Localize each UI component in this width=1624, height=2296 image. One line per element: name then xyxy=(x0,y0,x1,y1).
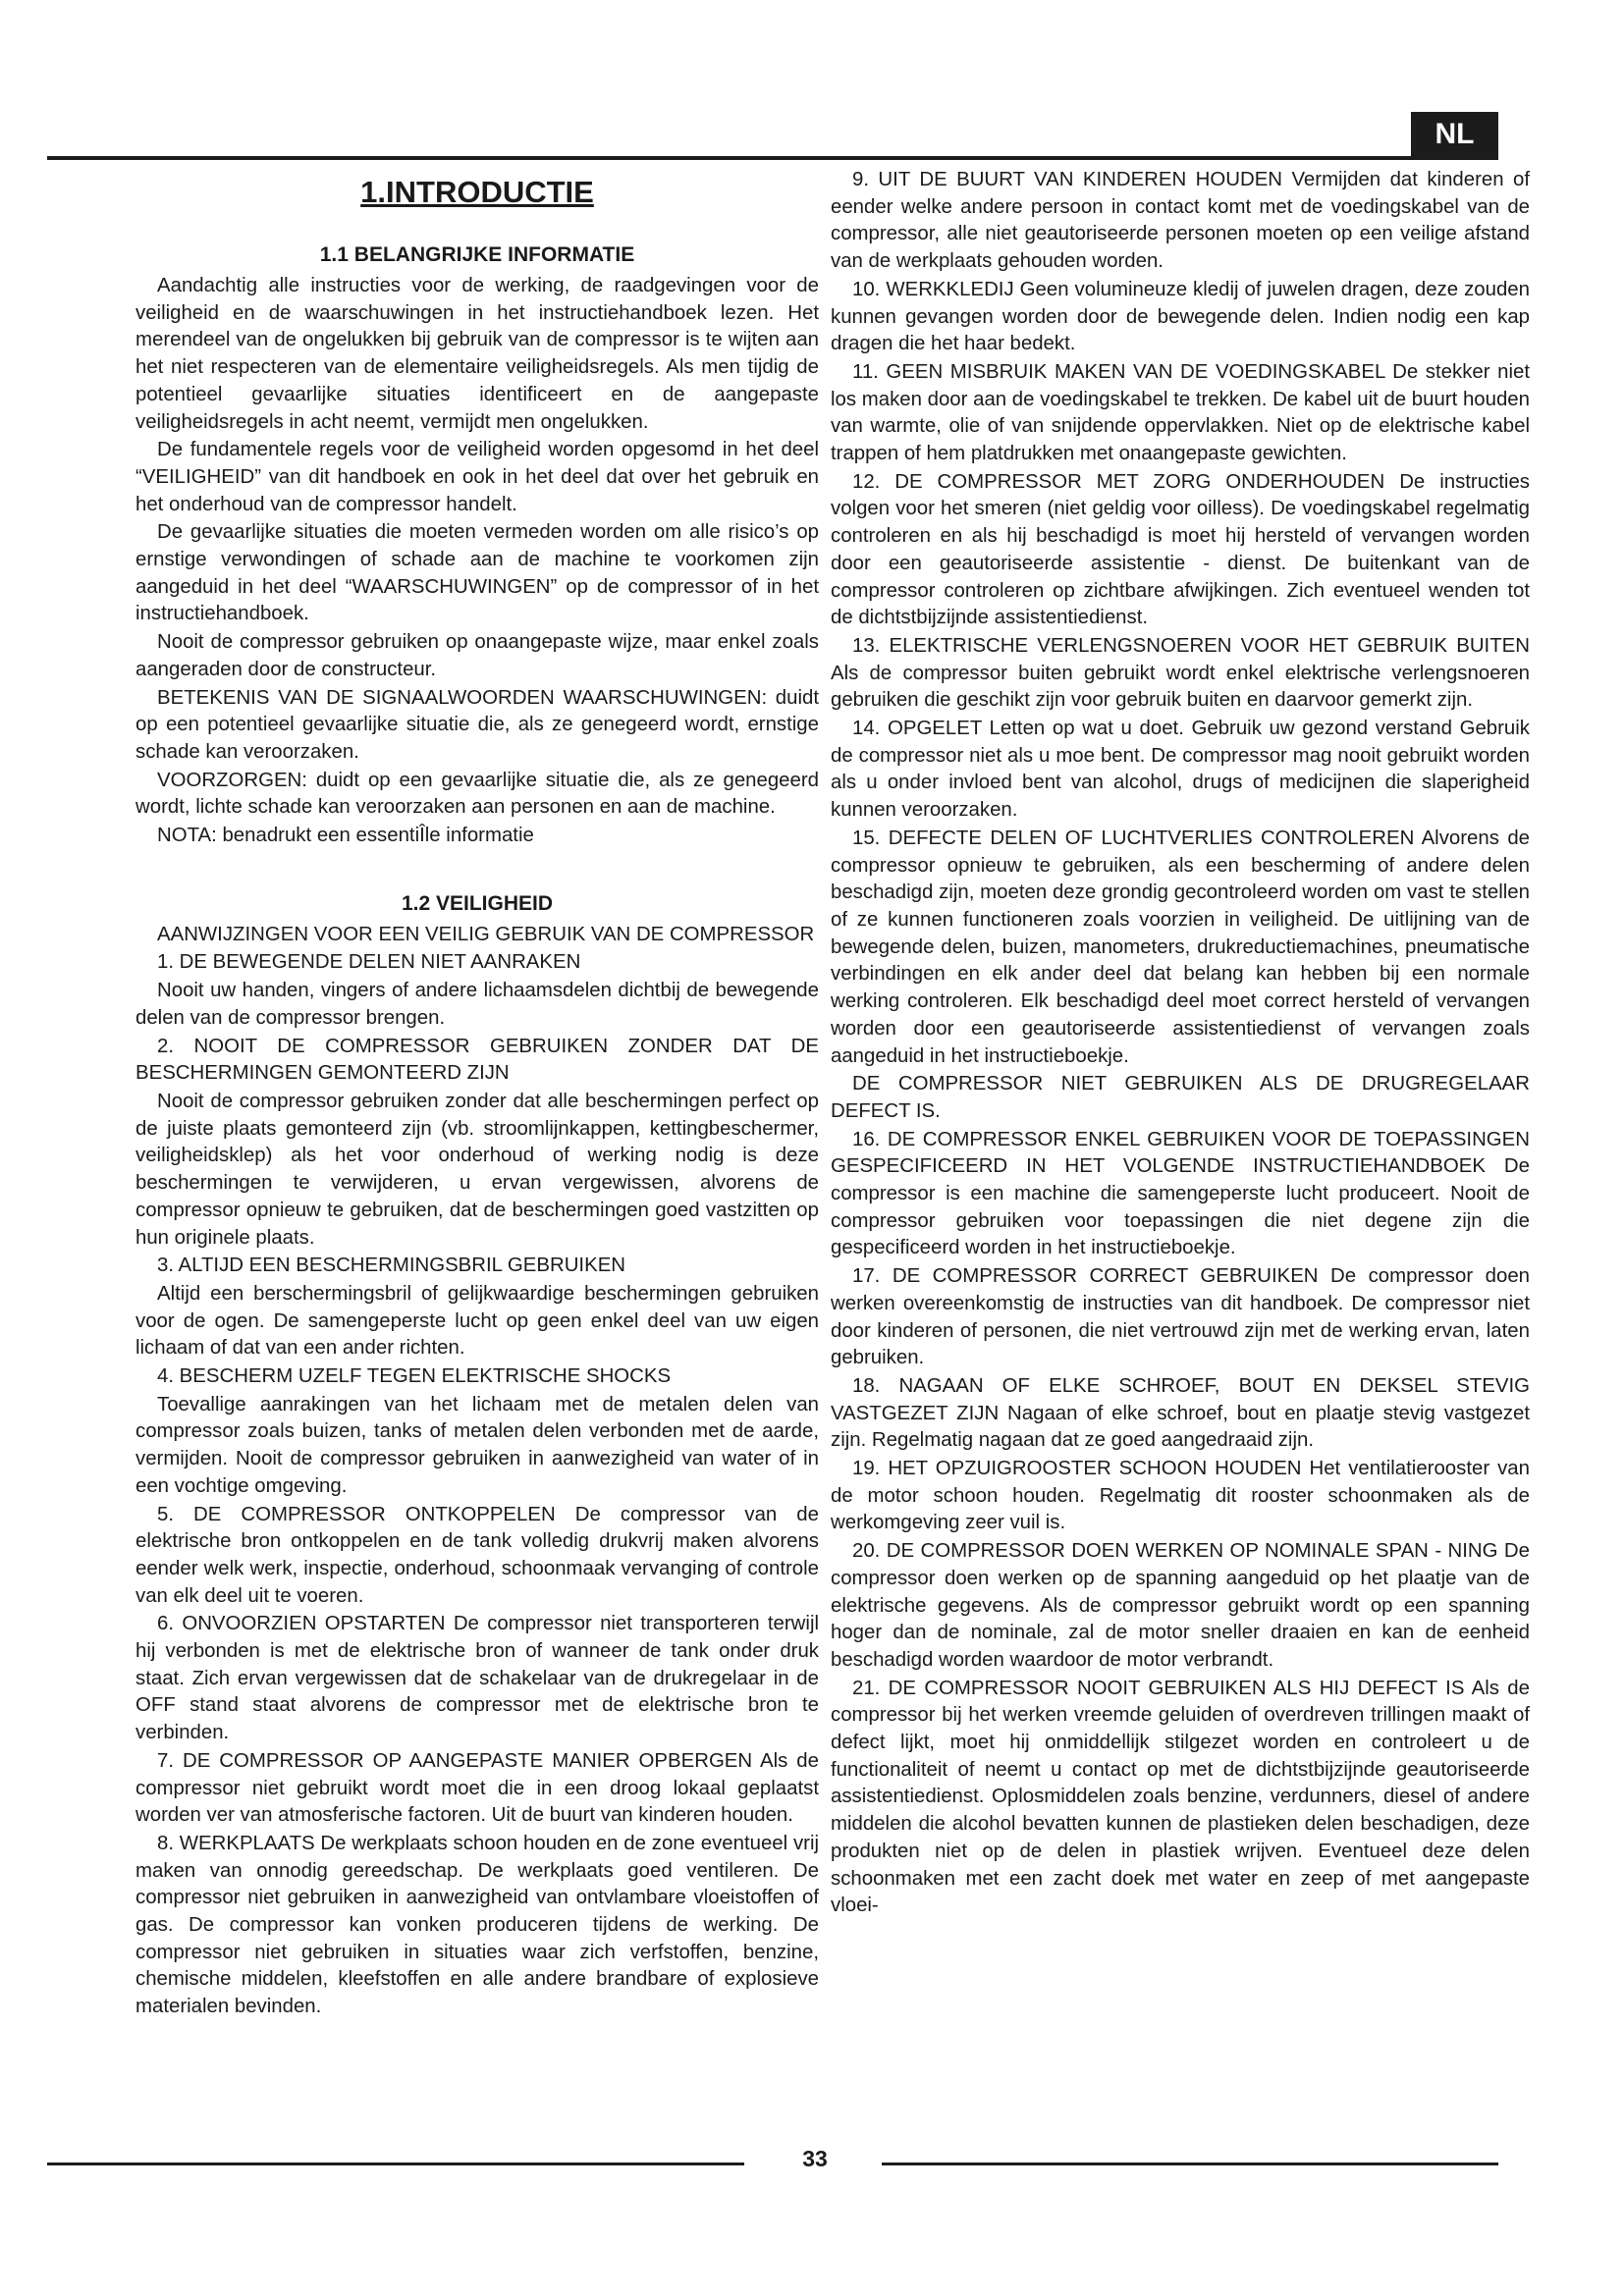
paragraph: BETEKENIS VAN DE SIGNAALWOORDEN WAARSCHUWINGEN: duidt op een potentieel gevaarlijke situatie die, als ze genegeerd wordt, ernstige schade kan veroorzaken. xyxy=(135,686,819,763)
paragraph: 15. DEFECTE DELEN OF LUCHTVERLIES CONTROLEREN Alvorens de compressor opnieuw te gebruiken, als een bescherming of andere delen beschadigd zijn, moeten deze grondig gecontroleerd worden om vast te stellen of ze kunnen functioneren zoals voorzien in veiligheid. De uitlijning van de bewegende delen, buizen, manometers, drukreductiemachines, pneumatische verbindingen en elk ander deel dat belang kan hebben bij een normale werking controleren. Elk beschadigd deel moet correct hersteld of vervangen worden door een geautoriseerde assistentiedienst of vervangen zoals aangeduid in het instructieboekje. xyxy=(831,827,1530,1067)
paragraph: 17. DE COMPRESSOR CORRECT GEBRUIKEN De compressor doen werken overeenkomstig de instructies van dit handboek. De compressor niet door kinderen of personen, die niet vertrouwd zijn met de werking ervan, laten gebruiken. xyxy=(831,1265,1530,1369)
paragraph: 8. WERKPLAATS De werkplaats schoon houden en de zone eventueel vrij maken van onnodig gereedschap. De werkplaats goed ventileren. De compressor niet gebruiken in aanwezigheid van ontvlambare vloeistoffen of gas. De compressor kan vonken produceren tijdens de werking. De compressor niet gebruiken in situaties waar zich verfstoffen, benzine, chemische middelen, kleefstoffen en alle andere brandbare of explosieve materialen bevinden. xyxy=(135,1832,819,2018)
paragraph: 2. NOOIT DE COMPRESSOR GEBRUIKEN ZONDER DAT DE BESCHERMINGEN GEMONTEERD ZIJN xyxy=(135,1035,819,1085)
paragraph: Aandachtig alle instructies voor de werking, de raadgevingen voor de veiligheid en de waarschuwingen in het instructiehandboek lezen. Het merendeel van de ongelukken bij gebruik van de compressor is te wijten aan het niet respecteren van de elementaire veiligheidsregels. Als men tijdig de potentieel gevaarlijke situaties identificeert en de aangepaste veiligheidsregels in acht neemt, vermijdt men ongelukken. xyxy=(135,275,819,433)
paragraph: AANWIJZINGEN VOOR EEN VEILIG GEBRUIK VAN DE COMPRESSOR xyxy=(157,923,815,945)
footer-rule-left xyxy=(47,2163,744,2165)
header-rule xyxy=(47,156,1498,160)
language-badge: NL xyxy=(1411,112,1498,157)
paragraph: Altijd een berschermingsbril of gelijkwaardige beschermingen gebruiken voor de ogen. De samengeperste lucht op geen enkel deel van uw eigen lichaam of dat van een ander richten. xyxy=(135,1282,819,1360)
paragraph: De gevaarlijke situaties die moeten vermeden worden om alle risico’s op ernstige verwondingen of schade aan de machine te voorkomen zijn aangeduid in het deel “WAARSCHUWINGEN” op de compressor of in het instructiehandboek. xyxy=(135,521,819,625)
paragraph: 12. DE COMPRESSOR MET ZORG ONDERHOUDEN De instructies volgen voor het smeren (niet geldig voor oilless). De voedingskabel regelmatig controleren en als hij beschadigd is moet hij hersteld of vervangen worden door een geautoriseerde assistentie - dienst. De buitenkant van de compressor controleren op zichtbare afwijkingen. Zich eventueel wenden tot de dichtstbijzijnde assistentiedienst. xyxy=(831,470,1530,629)
paragraph: 5. DE COMPRESSOR ONTKOPPELEN De compressor van de elektrische bron ontkoppelen en de tank volledig drukvrij maken alvorens eender welk werk, inspectie, onderhoud, schoonmaak vervanging of controle van elk deel uit te voeren. xyxy=(135,1503,819,1607)
paragraph: 20. DE COMPRESSOR DOEN WERKEN OP NOMINALE SPAN - NING De compressor doen werken op de spanning aangeduid op het plaatje van de elektrische gegevens. Als de compressor gebruikt wordt op een spanning hoger dan de nominale, zal de motor sneller draaien en kan de eenheid beschadigd worden waardoor de motor verbrandt. xyxy=(831,1540,1530,1671)
paragraph: Nooit uw handen, vingers of andere lichaamsdelen dichtbij de bewegende delen van de compressor brengen. xyxy=(135,980,819,1029)
paragraph: 7. DE COMPRESSOR OP AANGEPASTE MANIER OPBERGEN Als de compressor niet gebruikt wordt moet die in een droog lokaal geplaatst worden ver van atmosferische factoren. Uit de buurt van kinderen houden. xyxy=(135,1749,819,1827)
paragraph: 19. HET OPZUIGROOSTER SCHOON HOUDEN Het ventilatierooster van de motor schoon houden. Regelmatig dit rooster schoonmaken als de werkomgeving zeer vuil is. xyxy=(831,1458,1530,1534)
paragraph: 14. OPGELET Letten op wat u doet. Gebruik uw gezond verstand Gebruik de compressor niet als u moe bent. De compressor mag nooit gebruikt worden als u onder invloed bent van alcohol, drugs of medicijnen die slaperigheid kunnen veroorzaken. xyxy=(831,718,1530,822)
paragraph: 4. BESCHERM UZELF TEGEN ELEKTRISCHE SHOCKS xyxy=(157,1365,672,1388)
page-title: 1.INTRODUCTIE xyxy=(360,175,594,209)
paragraph: Toevallige aanrakingen van het lichaam met de metalen delen van compressor zoals buizen, tanks of metalen delen verbonden met de aarde, vermijden. Nooit de compressor gebruiken in aanwezigheid van water of in een vochtige omgeving. xyxy=(135,1393,819,1497)
paragraph: 21. DE COMPRESSOR NOOIT GEBRUIKEN ALS HIJ DEFECT IS Als de compressor bij het werken vreemde geluiden of overdreven trillingen maakt of defect lijkt, moet hij onmiddellijk stilgezet worden en controleert u de functionaliteit of neemt u contact op met de dichtstbijzijnde geautoriseerde assistentiedienst. Oplosmiddelen zoals benzine, verdunners, diesel of andere middelen die alcohol bevatten kunnen de plastieken delen beschadigen, deze produkten niet op de delen in plastiek wrijven. Eventueel deze delen schoonmaken met een zacht doek met water en zeep of met aangepaste vloei- xyxy=(831,1677,1530,1917)
left-column xyxy=(135,167,819,2022)
right-column xyxy=(831,167,1530,1921)
paragraph: 16. DE COMPRESSOR ENKEL GEBRUIKEN VOOR DE TOEPASSINGEN GESPECIFICEERD IN HET VOLGENDE INSTRUCTIEHANDBOEK De compressor is een machine die samengeperste lucht produceert. Nooit de compressor gebruiken voor toepassingen die niet degene zijn die gespecificeerd worden in het instructieboekje. xyxy=(831,1128,1530,1259)
paragraph: NOTA: benadrukt een essentiÎle informatie xyxy=(157,825,534,847)
paragraph: 10. WERKKLEDIJ Geen volumineuze kledij of juwelen dragen, deze zouden kunnen gevangen worden door de bewegende delen. Indien nodig een kap dragen die het haar bedekt. xyxy=(831,278,1530,355)
paragraph: De fundamentele regels voor de veiligheid worden opgesomd in het deel “VEILIGHEID” van dit handboek en ook in het deel dat over het gebruik en het onderhoud van de compressor handelt. xyxy=(135,439,819,515)
paragraph: Nooit de compressor gebruiken zonder dat alle beschermingen perfect op de juiste plaats gemonteerd zijn (vb. stroomlijnkappen, kettingbeschermer, veiligheidsklep) als het voor onderhoud of werking nodig is deze beschermingen te verwijderen, u ervan vergewissen, alvorens de compressor opnieuw te gebruiken, dat de beschermingen goed vastzitten op hun originele plaats. xyxy=(135,1090,819,1249)
paragraph: 13. ELEKTRISCHE VERLENGSNOEREN VOOR HET GEBRUIK BUITEN Als de compressor buiten gebruikt wordt enkel elektrische verlengsnoeren gebruiken die geschikt zijn voor gebruik buiten en daarvoor gemerkt zijn. xyxy=(831,634,1530,712)
section-heading-safety: 1.2 VEILIGHEID xyxy=(401,891,554,915)
paragraph: 3. ALTIJD EEN BESCHERMINGSBRIL GEBRUIKEN xyxy=(157,1255,626,1277)
paragraph: 11. GEEN MISBRUIK MAKEN VAN DE VOEDINGSKABEL De stekker niet los maken door aan de voedingskabel te trekken. De kabel uit de buurt houden van warmte, olie of van snijdende oppervlakken. Niet op de elektrische kabel trappen of hem platdrukken met onaangepaste gewichten. xyxy=(831,360,1530,465)
section-heading-important-info: 1.1 BELANGRIJKE INFORMATIE xyxy=(319,243,635,266)
paragraph: 6. ONVOORZIEN OPSTARTEN De compressor niet transporteren terwijl hij verbonden is met de elektrische bron of wanneer de tank onder druk staat. Zich ervan vergewissen dat de schakelaar van de drukregelaar in de OFF stand staat alvorens de compressor met de elektrische bron te verbinden. xyxy=(135,1613,819,1744)
paragraph: 9. UIT DE BUURT VAN KINDEREN HOUDEN Vermijden dat kinderen of eender welke andere persoon in contact komt met de voedingskabel van de compressor, alle niet geautoriseerde personen moeten op een veilige afstand van de werkplaats gehouden worden. xyxy=(831,169,1530,273)
paragraph: 18. NAGAAN OF ELKE SCHROEF, BOUT EN DEKSEL STEVIG VASTGEZET ZIJN Nagaan of elke schroef, bout en plaatje stevig vastgezet zijn. Regelmatig nagaan dat ze goed aangedraaid zijn. xyxy=(831,1374,1530,1452)
section-spacer xyxy=(135,851,819,884)
paragraph: Nooit de compressor gebruiken op onaangepaste wijze, maar enkel zoals aangeraden door de constructeur. xyxy=(135,631,819,680)
paragraph: DE COMPRESSOR NIET GEBRUIKEN ALS DE DRUGREGELAAR DEFECT IS. xyxy=(831,1073,1530,1122)
paragraph: 1. DE BEWEGENDE DELEN NIET AANRAKEN xyxy=(157,951,581,974)
page-number: 33 xyxy=(802,2146,828,2171)
paragraph: VOORZORGEN: duidt op een gevaarlijke situatie die, als ze genegeerd wordt, lichte schade kan veroorzaken aan personen en aan de machine. xyxy=(135,769,819,819)
footer-rule-right xyxy=(882,2163,1498,2165)
